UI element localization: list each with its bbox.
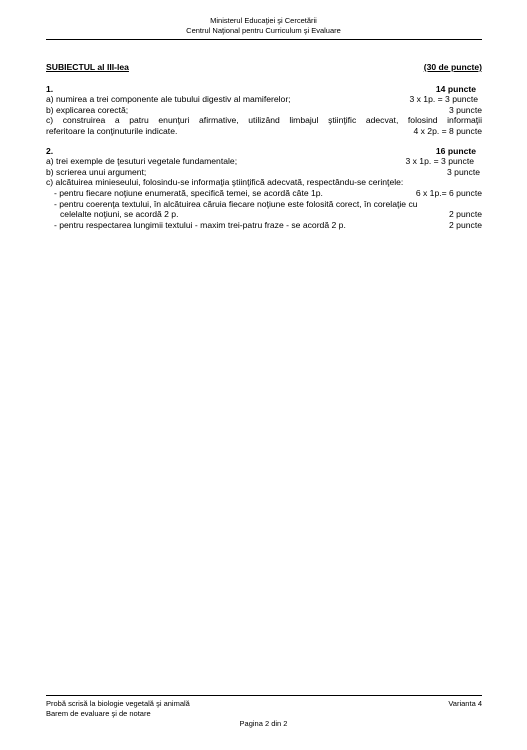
q1-item-c-line1: c) construirea a patru enunţuri afirmative, utilizând limbajul ştiinţific adecvat, folosind informaţii (46, 115, 482, 126)
footer-exam-name: Probă scrisă la biologie vegetală şi animală (46, 699, 190, 708)
question-2 (46, 146, 482, 231)
q1-item-a (46, 94, 482, 105)
question-1 (46, 84, 482, 137)
page-number: Pagina 2 din 2 (239, 719, 288, 728)
center-name: Centrul Naţional pentru Curriculum şi Evaluare (186, 25, 341, 35)
footer-scheme: Barem de evaluare şi de notare (46, 708, 151, 718)
header-divider (46, 39, 482, 40)
q1-item-a-text: a) numirea a trei componente ale tubului digestiv al mamiferelor; (46, 94, 291, 105)
q2-item-c1-score: 6 x 1p.= 6 puncte (415, 187, 482, 198)
q1-item-b-text: b) explicarea corectă; (46, 104, 129, 115)
ministry-name: Ministerul Educaţiei şi Cercetării (210, 16, 317, 25)
q1-item-a-score: 3 x 1p. = 3 puncte (409, 94, 478, 105)
question-2-heading (46, 146, 482, 157)
q2-item-a (46, 156, 482, 167)
q1-item-c-line2: referitoare la conţinuturile indicate. (46, 125, 178, 136)
q1-item-b-score: 3 puncte (449, 104, 482, 115)
page-footer (46, 699, 482, 718)
footer-row (46, 699, 482, 709)
q2-item-c1-text: - pentru fiecare noţiune enumerată, specifică temei, se acordă câte 1p. (54, 187, 323, 198)
subject-title: SUBIECTUL al III-lea (46, 62, 129, 72)
question-1-heading (46, 84, 482, 95)
footer-variant: Varianta 4 (448, 699, 482, 708)
q2-item-b (46, 167, 482, 178)
q2-item-c-text: c) alcătuirea minieseului, folosindu-se informaţia ştiinţifică adecvată, respectându-se cerinţele: (46, 177, 404, 188)
q2-item-c3-text: - pentru respectarea lungimii textului - maxim trei-patru fraze - se acordă 2 p. (54, 219, 346, 230)
page-header (0, 16, 527, 35)
q1-item-c (46, 126, 482, 137)
q2-item-b-score: 3 puncte (447, 166, 480, 177)
q2-item-c2-line1: - pentru coerenţa textului, în alcătuirea căruia fiecare noţiune este folosită corect, în corelaţie cu (54, 198, 418, 209)
q2-item-c1 (46, 188, 482, 199)
q2-item-c2-line2: celelalte noţiuni, se acordă 2 p. (60, 209, 179, 220)
q2-item-c2-score: 2 puncte (449, 209, 482, 220)
document-body (46, 62, 482, 230)
q2-item-c3 (46, 220, 482, 231)
q2-item-a-score: 3 x 1p. = 3 puncte (405, 156, 474, 167)
footer-divider (46, 695, 482, 696)
q2-item-a-text: a) trei exemple de ţesuturi vegetale fundamentale; (46, 156, 238, 167)
q1-item-c-score: 4 x 2p. = 8 puncte (413, 125, 482, 136)
question-2-points: 16 puncte (435, 145, 476, 156)
subject-points: (30 de puncte) (423, 62, 482, 72)
question-1-points: 14 puncte (435, 83, 476, 94)
subject-heading (46, 62, 482, 73)
q2-item-c3-score: 2 puncte (449, 219, 482, 230)
question-2-number: 2. (46, 145, 54, 156)
q1-item-b (46, 105, 482, 116)
q2-item-b-text: b) scrierea unui argument; (46, 166, 147, 177)
q2-item-c2 (46, 209, 482, 220)
question-1-number: 1. (46, 83, 54, 94)
